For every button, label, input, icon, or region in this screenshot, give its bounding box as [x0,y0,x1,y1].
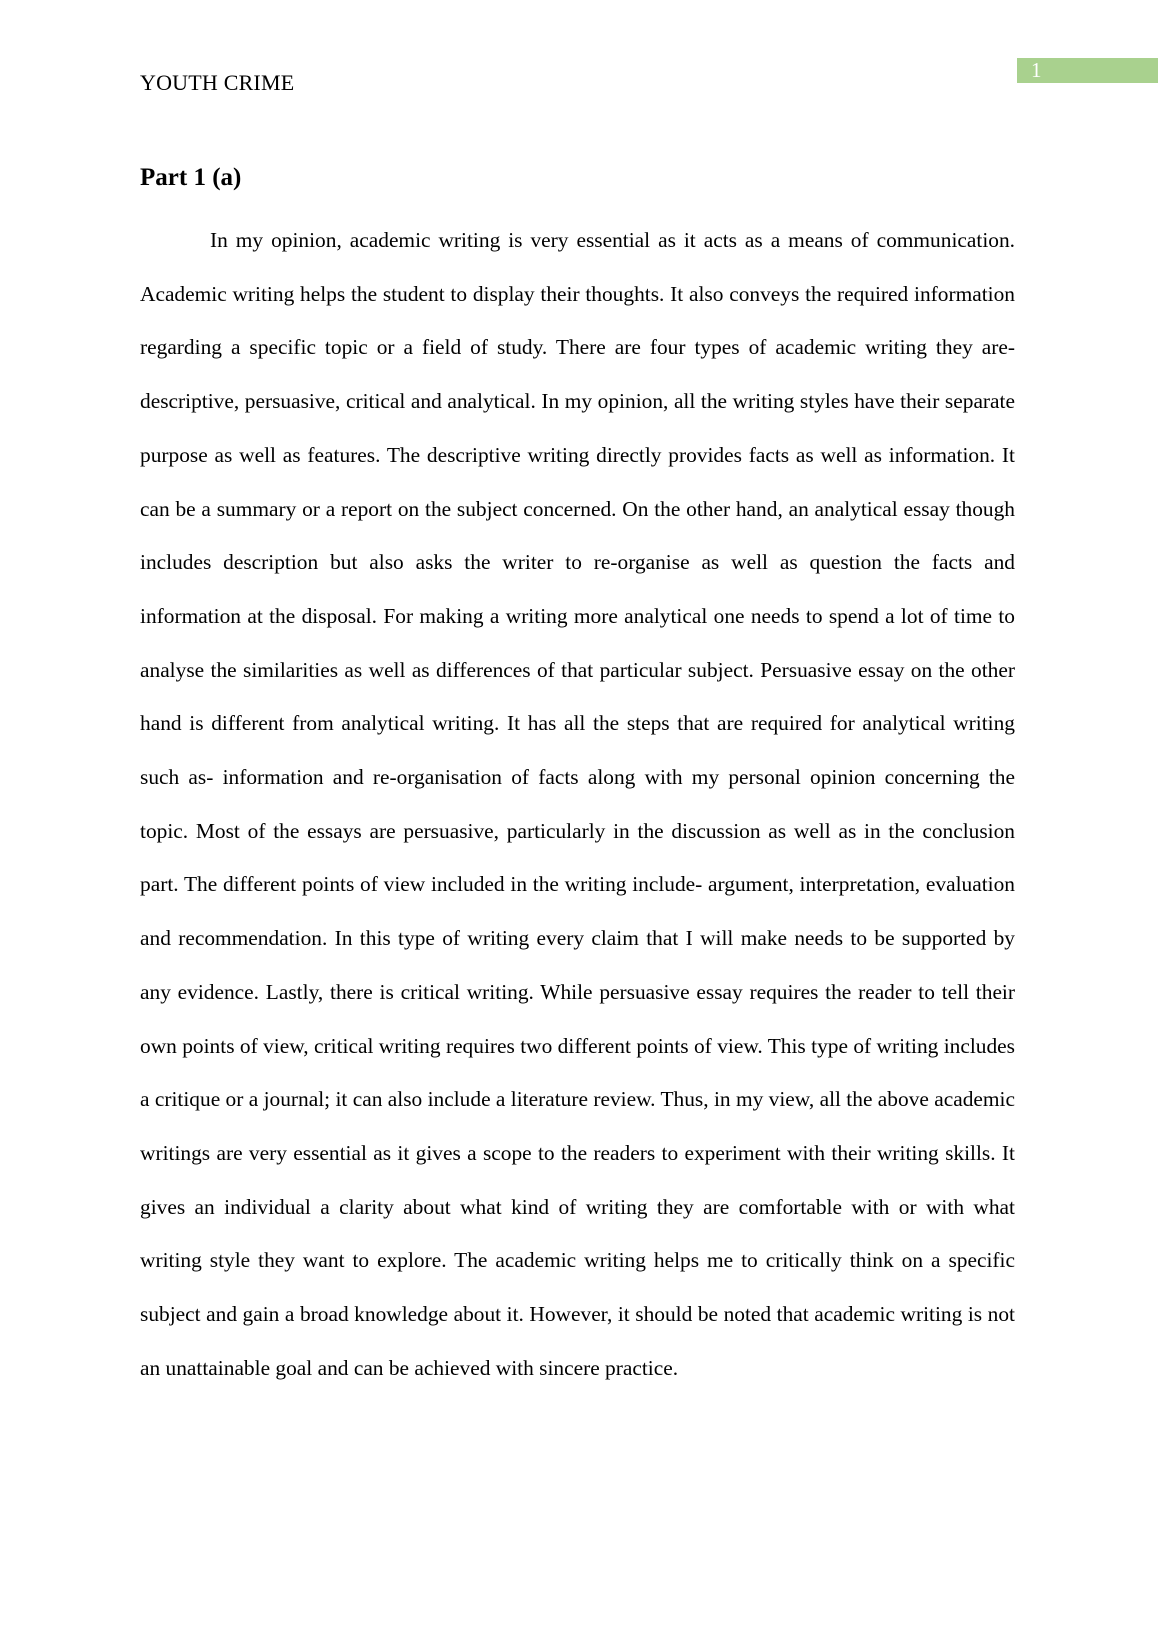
body-paragraph: In my opinion, academic writing is very essential as it acts as a means of communication. Academic writing helps the student to display their thoughts. It also conveys the required information regarding a specific topic or a field of study. There are four types of academic writing they are- descriptive, persuasive, critical and analytical. In my opinion, all the writing styles have their separate purpose as well as features. The descriptive writing directly provides facts as well as information. It can be a summary or a report on the subject concerned. On the other hand, an analytical essay though includes description but also asks the writer to re-organise as well as question the facts and information at the disposal. For making a writing more analytical one needs to spend a lot of time to analyse the similarities as well as differences of that particular subject. Persuasive essay on the other hand is different from analytical writing. It has all the steps that are required for analytical writing such as- information and re-organisation of facts along with my personal opinion concerning the topic. Most of the essays are persuasive, particularly in the discussion as well as in the conclusion part. The different points of view included in the writing include- argument, interpretation, evaluation and recommendation. In this type of writing every claim that I will make needs to be supported by any evidence. Lastly, there is critical writing. While persuasive essay requires the reader to tell their own points of view, critical writing requires two different points of view. This type of writing includes a critique or a journal; it can also include a literature review. Thus, in my view, all the above academic writings are very essential as it gives a scope to the readers to experiment with their writing skills. It gives an individual a clarity about what kind of writing they are comfortable with or with what writing style they want to explore. The academic writing helps me to critically think on a specific subject and gain a broad knowledge about it. However, it should be noted that academic writing is not an unattainable goal and can be achieved with sincere practice. [140,228,1015,1380]
running-head: YOUTH CRIME [140,70,295,95]
section-heading: Part 1 (a) [140,164,242,191]
page-number: 1 [1031,58,1042,82]
page-number-badge [1017,58,1158,83]
